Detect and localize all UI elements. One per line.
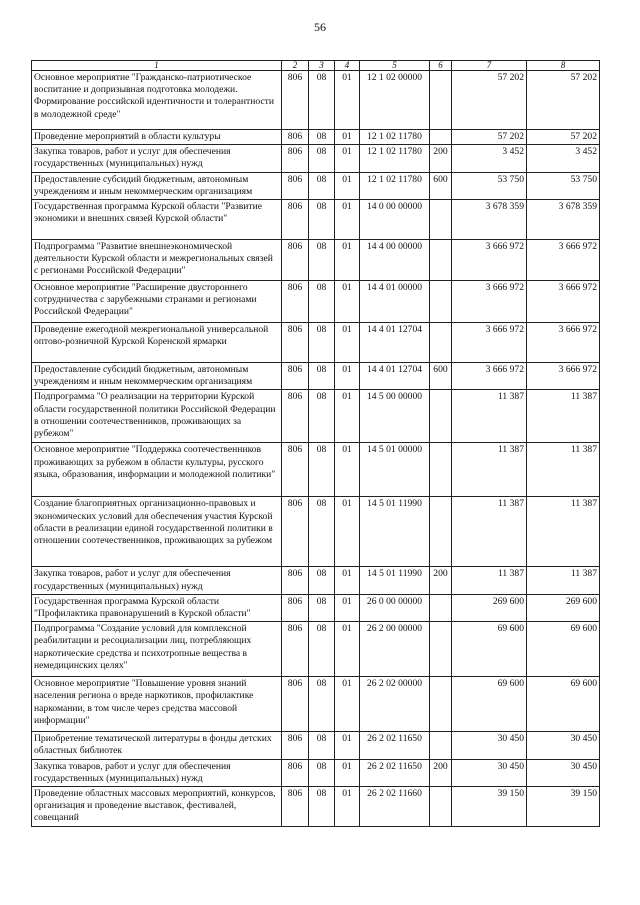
row-amount-cell: 3 666 972 [452, 240, 527, 281]
row-subsection-cell: 01 [335, 787, 360, 827]
row-section-cell: 08 [309, 497, 335, 567]
row-amount-total-cell: 11 387 [527, 497, 600, 567]
row-amount-total-cell: 3 666 972 [527, 363, 600, 390]
row-target-article-cell: 14 5 01 00000 [360, 443, 430, 497]
row-subsection-cell: 01 [335, 363, 360, 390]
row-admin-code-cell: 806 [282, 594, 309, 621]
row-name-cell: Основное мероприятие "Поддержка соотечественников проживающих за рубежом в области культуры, русского языка, образования, информации и молодежной политики" [32, 443, 282, 497]
row-section-cell: 08 [309, 443, 335, 497]
row-expense-type-cell [430, 130, 452, 145]
row-admin-code-cell: 806 [282, 130, 309, 145]
row-subsection-cell: 01 [335, 281, 360, 323]
row-section-cell: 08 [309, 759, 335, 786]
table-row [32, 363, 600, 390]
row-amount-total-cell: 39 150 [527, 787, 600, 827]
row-expense-type-cell [430, 200, 452, 240]
row-name-cell: Проведение областных массовых мероприятий, конкурсов, организация и проведение выставок, фестивалей, совещаний [32, 787, 282, 827]
row-subsection-cell: 01 [335, 594, 360, 621]
column-header: 6 [430, 61, 452, 71]
row-section-cell: 08 [309, 71, 335, 130]
row-section-cell: 08 [309, 281, 335, 323]
table-row [32, 240, 600, 281]
row-section-cell: 08 [309, 172, 335, 199]
row-amount-total-cell: 3 452 [527, 145, 600, 172]
row-name-cell: Приобретение тематической литературы в фонды детских областных библиотек [32, 732, 282, 759]
row-name-cell: Закупка товаров, работ и услуг для обеспечения государственных (муниципальных) нужд [32, 759, 282, 786]
row-expense-type-cell: 600 [430, 363, 452, 390]
row-name-cell: Основное мероприятие "Гражданско-патриотическое воспитание и допризывная подготовка молодежи. Формирование российской идентичности и толерантности в молодежной среде" [32, 71, 282, 130]
row-amount-cell: 3 666 972 [452, 281, 527, 323]
row-section-cell: 08 [309, 567, 335, 594]
row-expense-type-cell [430, 281, 452, 323]
row-target-article-cell: 26 2 02 11650 [360, 759, 430, 786]
row-target-article-cell: 26 2 02 11650 [360, 732, 430, 759]
row-target-article-cell: 14 0 00 00000 [360, 200, 430, 240]
row-amount-cell: 3 666 972 [452, 323, 527, 363]
row-admin-code-cell: 806 [282, 240, 309, 281]
row-subsection-cell: 01 [335, 622, 360, 677]
column-header: 8 [527, 61, 600, 71]
table-row [32, 594, 600, 621]
row-name-cell: Проведение ежегодной межрегиональной универсальной оптово-розничной Курской Коренской ярмарки [32, 323, 282, 363]
row-amount-total-cell: 53 750 [527, 172, 600, 199]
row-amount-cell: 11 387 [452, 567, 527, 594]
row-subsection-cell: 01 [335, 677, 360, 732]
row-expense-type-cell: 600 [430, 172, 452, 199]
row-section-cell: 08 [309, 323, 335, 363]
row-name-cell: Основное мероприятие "Повышение уровня знаний населения региона о вреде наркотиков, профилактике наркомании, в том числе через средства массовой информации" [32, 677, 282, 732]
row-admin-code-cell: 806 [282, 323, 309, 363]
row-subsection-cell: 01 [335, 443, 360, 497]
row-amount-total-cell: 30 450 [527, 759, 600, 786]
row-amount-total-cell: 69 600 [527, 677, 600, 732]
row-name-cell: Подпрограмма "О реализации на территории Курской области государственной политики Российской Федерации в отношении соотечественников, проживающих за рубежом" [32, 390, 282, 443]
column-header: 1 [32, 61, 282, 71]
row-target-article-cell: 12 1 02 11780 [360, 145, 430, 172]
table-row [32, 281, 600, 323]
row-subsection-cell: 01 [335, 567, 360, 594]
row-section-cell: 08 [309, 787, 335, 827]
budget-table [31, 60, 600, 827]
row-amount-cell: 69 600 [452, 677, 527, 732]
row-expense-type-cell [430, 497, 452, 567]
table-row [32, 172, 600, 199]
row-amount-total-cell: 69 600 [527, 622, 600, 677]
row-amount-cell: 3 452 [452, 145, 527, 172]
row-amount-cell: 269 600 [452, 594, 527, 621]
row-expense-type-cell [430, 622, 452, 677]
table-row [32, 567, 600, 594]
row-name-cell: Предоставление субсидий бюджетным, автономным учреждениям и иным некоммерческим организациям [32, 172, 282, 199]
row-expense-type-cell [430, 594, 452, 621]
row-admin-code-cell: 806 [282, 497, 309, 567]
row-section-cell: 08 [309, 390, 335, 443]
row-admin-code-cell: 806 [282, 145, 309, 172]
table-row [32, 497, 600, 567]
row-expense-type-cell [430, 390, 452, 443]
row-name-cell: Подпрограмма "Создание условий для комплексной реабилитации и ресоциализации лиц, потребляющих наркотические средства и психотропные вещества в немедицинских целях" [32, 622, 282, 677]
table-row [32, 130, 600, 145]
page-number: 56 [314, 20, 326, 34]
row-admin-code-cell: 806 [282, 622, 309, 677]
row-name-cell: Предоставление субсидий бюджетным, автономным учреждениям и иным некоммерческим организациям [32, 363, 282, 390]
column-header: 2 [282, 61, 309, 71]
row-admin-code-cell: 806 [282, 71, 309, 130]
row-amount-cell: 11 387 [452, 390, 527, 443]
row-amount-cell: 11 387 [452, 443, 527, 497]
table-row [32, 200, 600, 240]
column-header: 3 [309, 61, 335, 71]
row-target-article-cell: 26 2 02 00000 [360, 677, 430, 732]
row-target-article-cell: 12 1 02 00000 [360, 71, 430, 130]
row-target-article-cell: 26 2 02 11660 [360, 787, 430, 827]
row-subsection-cell: 01 [335, 145, 360, 172]
table-row [32, 759, 600, 786]
row-subsection-cell: 01 [335, 172, 360, 199]
row-target-article-cell: 14 4 01 12704 [360, 363, 430, 390]
row-expense-type-cell: 200 [430, 759, 452, 786]
column-header: 4 [335, 61, 360, 71]
table-row [32, 323, 600, 363]
row-name-cell: Государственная программа Курской области "Профилактика правонарушений в Курской области" [32, 594, 282, 621]
row-target-article-cell: 14 5 00 00000 [360, 390, 430, 443]
row-section-cell: 08 [309, 130, 335, 145]
row-target-article-cell: 12 1 02 11780 [360, 172, 430, 199]
row-amount-total-cell: 11 387 [527, 390, 600, 443]
row-section-cell: 08 [309, 240, 335, 281]
row-expense-type-cell [430, 787, 452, 827]
row-amount-cell: 11 387 [452, 497, 527, 567]
row-amount-cell: 3 678 359 [452, 200, 527, 240]
row-expense-type-cell [430, 443, 452, 497]
row-subsection-cell: 01 [335, 759, 360, 786]
row-expense-type-cell [430, 240, 452, 281]
row-amount-total-cell: 269 600 [527, 594, 600, 621]
row-name-cell: Государственная программа Курской области "Развитие экономики и внешних связей Курской области" [32, 200, 282, 240]
row-admin-code-cell: 806 [282, 443, 309, 497]
row-amount-cell: 30 450 [452, 759, 527, 786]
row-amount-cell: 39 150 [452, 787, 527, 827]
row-amount-cell: 57 202 [452, 130, 527, 145]
table-row [32, 71, 600, 130]
table-row [32, 677, 600, 732]
row-amount-total-cell: 3 666 972 [527, 281, 600, 323]
row-amount-total-cell: 3 666 972 [527, 240, 600, 281]
row-section-cell: 08 [309, 594, 335, 621]
row-target-article-cell: 14 4 01 12704 [360, 323, 430, 363]
row-amount-total-cell: 11 387 [527, 567, 600, 594]
table-header-row [32, 61, 600, 71]
row-amount-total-cell: 3 666 972 [527, 323, 600, 363]
row-admin-code-cell: 806 [282, 172, 309, 199]
row-target-article-cell: 14 5 01 11990 [360, 567, 430, 594]
column-header: 5 [360, 61, 430, 71]
row-admin-code-cell: 806 [282, 787, 309, 827]
row-amount-total-cell: 57 202 [527, 71, 600, 130]
column-header: 7 [452, 61, 527, 71]
row-amount-total-cell: 57 202 [527, 130, 600, 145]
row-name-cell: Создание благоприятных организационно-правовых и экономических условий для обеспечения участия Курской области в реализации единой государственной политики в отношении соотечественников, проживающих за рубежом [32, 497, 282, 567]
row-amount-cell: 30 450 [452, 732, 527, 759]
row-subsection-cell: 01 [335, 323, 360, 363]
row-section-cell: 08 [309, 732, 335, 759]
row-admin-code-cell: 806 [282, 363, 309, 390]
row-name-cell: Подпрограмма "Развитие внешнеэкономической деятельности Курской области и межрегиональных связей с регионами Российской Федерации" [32, 240, 282, 281]
row-amount-cell: 53 750 [452, 172, 527, 199]
row-name-cell: Основное мероприятие "Расширение двустороннего сотрудничества с зарубежными странами и регионами Российской Федерации" [32, 281, 282, 323]
table-row [32, 622, 600, 677]
row-subsection-cell: 01 [335, 732, 360, 759]
table-row [32, 732, 600, 759]
row-subsection-cell: 01 [335, 240, 360, 281]
row-target-article-cell: 26 0 00 00000 [360, 594, 430, 621]
table-row [32, 390, 600, 443]
row-subsection-cell: 01 [335, 130, 360, 145]
table-row [32, 145, 600, 172]
row-subsection-cell: 01 [335, 390, 360, 443]
row-admin-code-cell: 806 [282, 759, 309, 786]
row-expense-type-cell [430, 732, 452, 759]
row-expense-type-cell: 200 [430, 145, 452, 172]
row-target-article-cell: 14 4 01 00000 [360, 281, 430, 323]
row-expense-type-cell: 200 [430, 567, 452, 594]
row-section-cell: 08 [309, 145, 335, 172]
row-amount-total-cell: 30 450 [527, 732, 600, 759]
row-expense-type-cell [430, 323, 452, 363]
row-expense-type-cell [430, 71, 452, 130]
row-subsection-cell: 01 [335, 200, 360, 240]
row-admin-code-cell: 806 [282, 567, 309, 594]
row-section-cell: 08 [309, 200, 335, 240]
row-name-cell: Закупка товаров, работ и услуг для обеспечения государственных (муниципальных) нужд [32, 145, 282, 172]
row-amount-total-cell: 3 678 359 [527, 200, 600, 240]
table-row [32, 787, 600, 827]
row-name-cell: Проведение мероприятий в области культуры [32, 130, 282, 145]
row-target-article-cell: 26 2 00 00000 [360, 622, 430, 677]
row-admin-code-cell: 806 [282, 677, 309, 732]
row-target-article-cell: 14 5 01 11990 [360, 497, 430, 567]
row-amount-total-cell: 11 387 [527, 443, 600, 497]
row-amount-cell: 3 666 972 [452, 363, 527, 390]
row-name-cell: Закупка товаров, работ и услуг для обеспечения государственных (муниципальных) нужд [32, 567, 282, 594]
row-target-article-cell: 12 1 02 11780 [360, 130, 430, 145]
row-amount-cell: 57 202 [452, 71, 527, 130]
row-admin-code-cell: 806 [282, 200, 309, 240]
row-expense-type-cell [430, 677, 452, 732]
row-section-cell: 08 [309, 677, 335, 732]
row-amount-cell: 69 600 [452, 622, 527, 677]
row-section-cell: 08 [309, 622, 335, 677]
row-admin-code-cell: 806 [282, 732, 309, 759]
row-subsection-cell: 01 [335, 497, 360, 567]
row-subsection-cell: 01 [335, 71, 360, 130]
row-admin-code-cell: 806 [282, 281, 309, 323]
row-target-article-cell: 14 4 00 00000 [360, 240, 430, 281]
row-section-cell: 08 [309, 363, 335, 390]
row-admin-code-cell: 806 [282, 390, 309, 443]
table-row [32, 443, 600, 497]
